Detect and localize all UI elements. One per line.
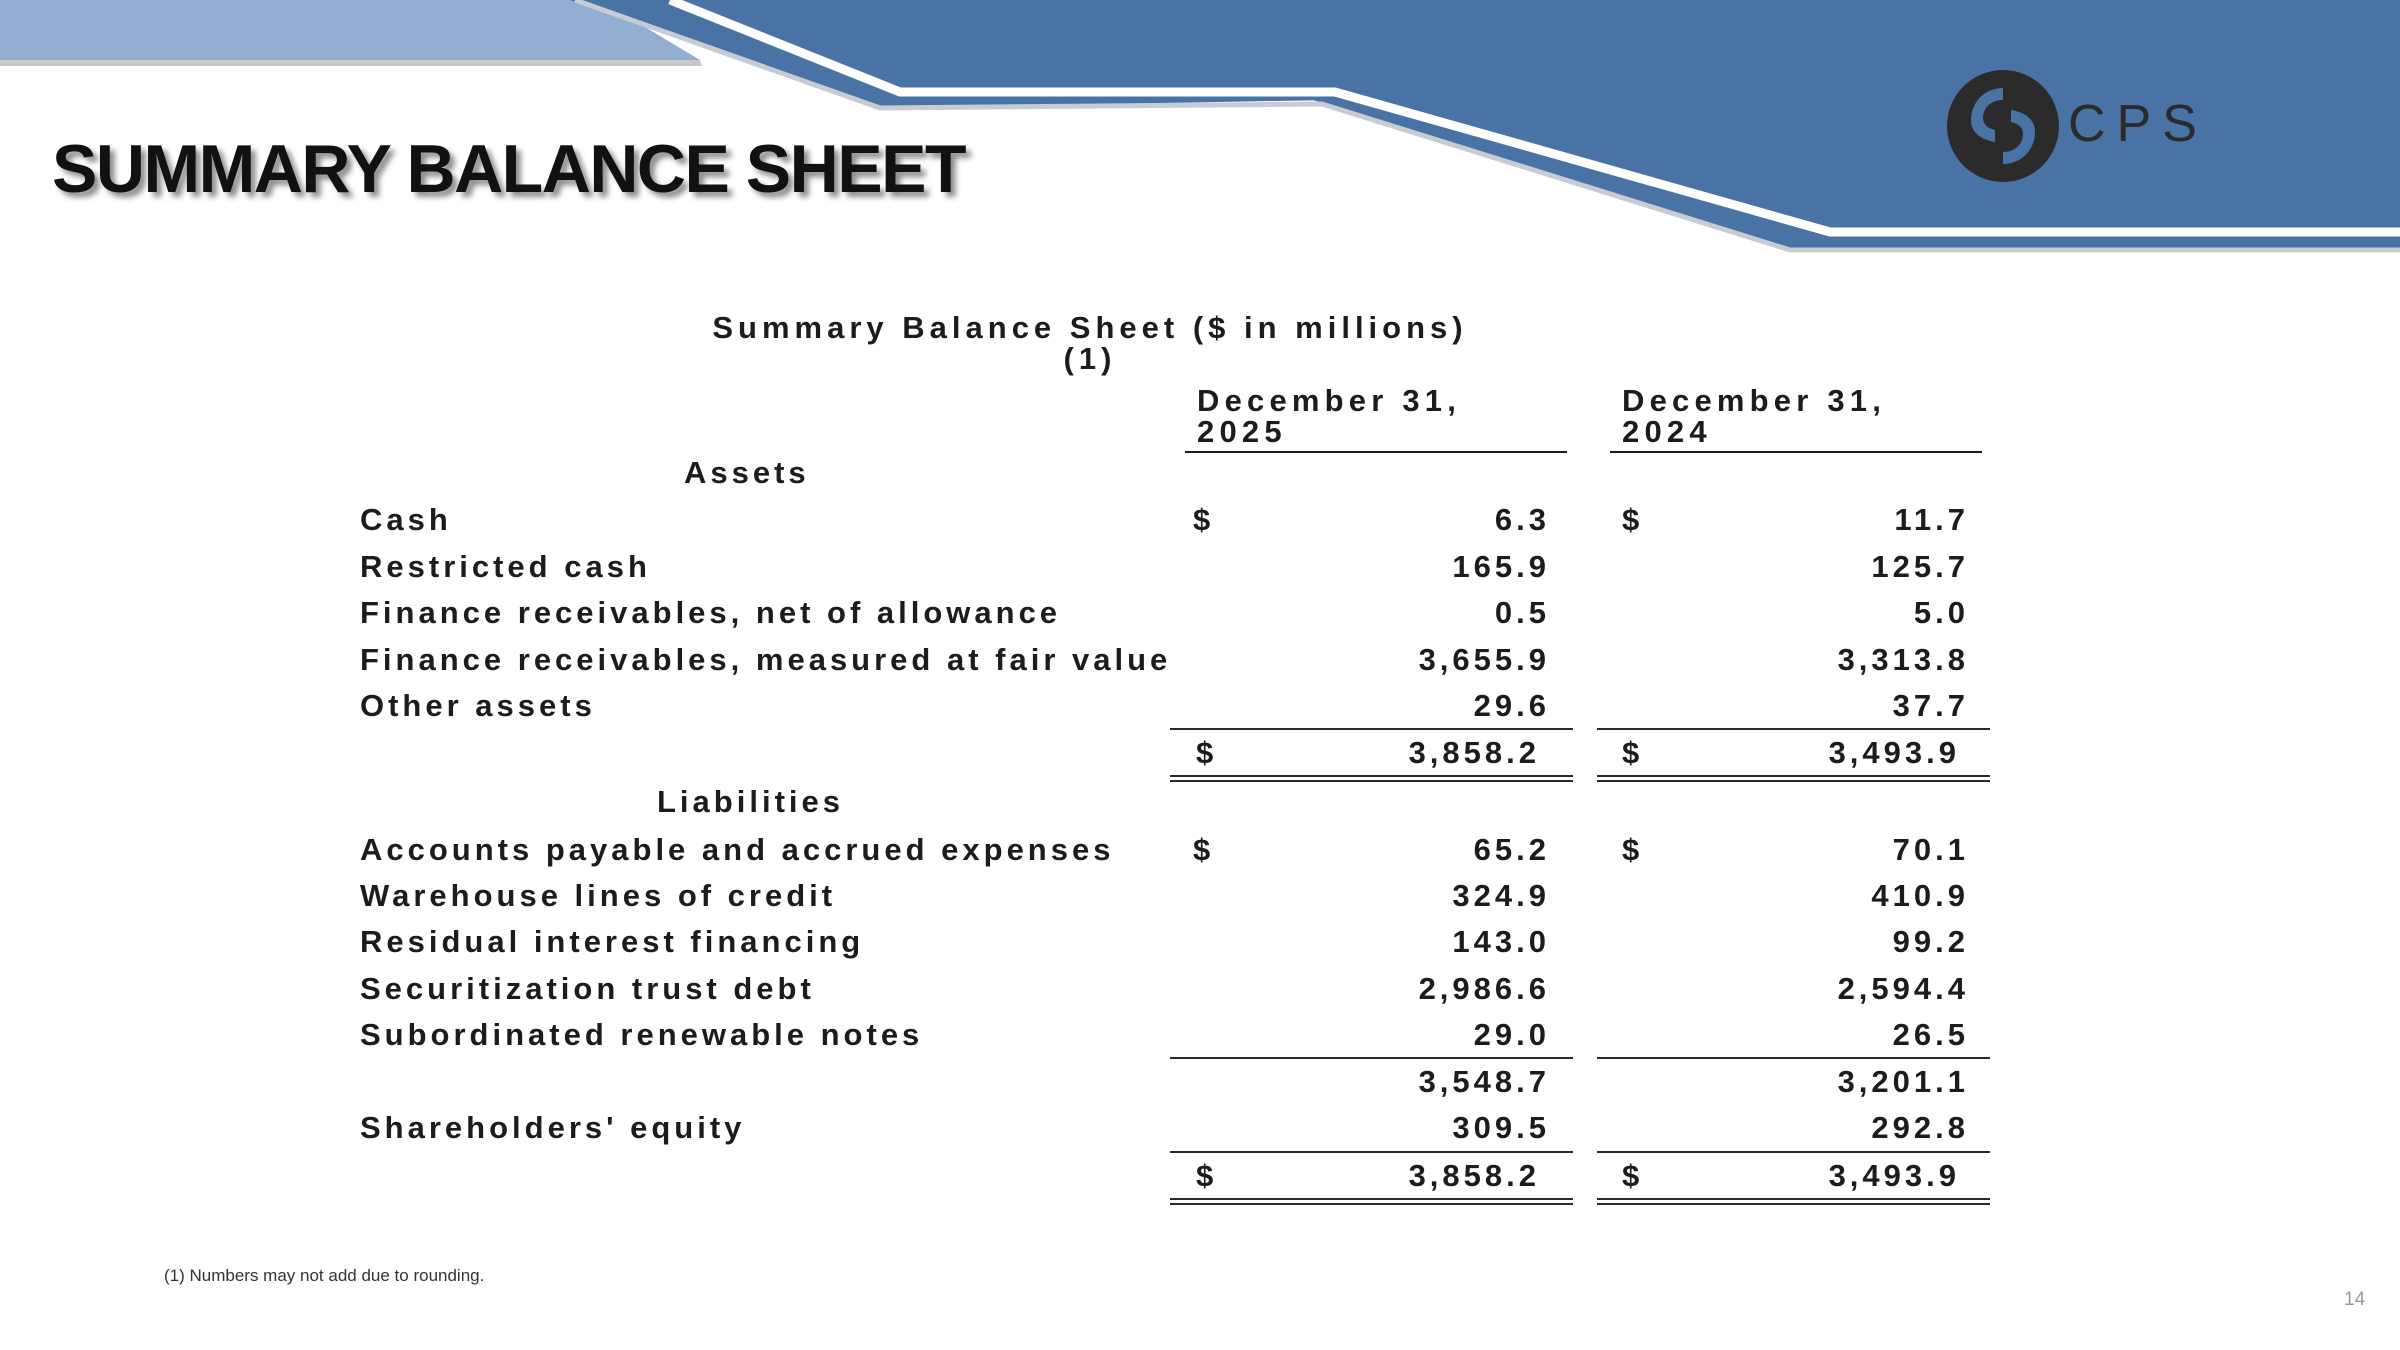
- row-label-subordinated-notes: Subordinated renewable notes: [360, 1017, 924, 1052]
- column-header-2024: December 31, 2024: [1610, 385, 1982, 453]
- value-total-assets-2024: 3,493.9: [1828, 735, 1960, 770]
- subtotal-rule: [1170, 1151, 1573, 1153]
- subtotal-rule: [1170, 1057, 1573, 1059]
- value-warehouse-lines-2025: 324.9: [1452, 878, 1550, 913]
- value-finance-receivables-fair-value-2025: 3,655.9: [1418, 642, 1550, 677]
- banner-dark-lower: [1300, 96, 2400, 248]
- banner-light-shadow: [0, 60, 702, 66]
- dollar-sign: $: [1196, 735, 1214, 770]
- value-finance-receivables-fair-value-2024: 3,313.8: [1837, 642, 1969, 677]
- dollar-sign: $: [1622, 1158, 1640, 1193]
- subtotal-rule: [1170, 728, 1573, 730]
- dollar-sign: $: [1622, 735, 1640, 770]
- dollar-sign: $: [1622, 502, 1640, 537]
- table-title: Summary Balance Sheet ($ in millions) (1): [712, 310, 1468, 376]
- subtotal-rule: [1597, 1057, 1990, 1059]
- value-finance-receivables-net-2025: 0.5: [1494, 595, 1550, 630]
- row-label-restricted-cash: Restricted cash: [360, 549, 651, 584]
- column-header-2025: December 31, 2025: [1185, 385, 1567, 453]
- row-label-securitization-debt: Securitization trust debt: [360, 971, 815, 1006]
- total-double-rule: [1170, 1198, 1573, 1205]
- value-total-liabilities-2025: 3,548.7: [1418, 1064, 1550, 1099]
- row-label-other-assets: Other assets: [360, 688, 596, 723]
- value-finance-receivables-net-2024: 5.0: [1913, 595, 1969, 630]
- value-total-liabilities-2024: 3,201.1: [1837, 1064, 1969, 1099]
- value-grand-total-2025: 3,858.2: [1408, 1158, 1540, 1193]
- dollar-sign: $: [1193, 832, 1211, 867]
- value-shareholders-equity-2024: 292.8: [1871, 1110, 1969, 1145]
- row-label-finance-receivables-fair-value: Finance receivables, measured at fair value: [360, 642, 1172, 677]
- value-subordinated-notes-2025: 29.0: [1473, 1017, 1550, 1052]
- liabilities-heading: Liabilities: [657, 784, 844, 819]
- slide-title: SUMMARY BALANCE SHEET: [52, 131, 965, 207]
- row-label-cash: Cash: [360, 502, 452, 537]
- value-restricted-cash-2024: 125.7: [1871, 549, 1969, 584]
- value-grand-total-2024: 3,493.9: [1828, 1158, 1960, 1193]
- assets-heading: Assets: [684, 455, 810, 490]
- dollar-sign: $: [1622, 832, 1640, 867]
- total-double-rule: [1170, 775, 1573, 782]
- footnote: (1) Numbers may not add due to rounding.: [164, 1266, 485, 1285]
- value-accounts-payable-2025: 65.2: [1473, 832, 1550, 867]
- row-label-accounts-payable: Accounts payable and accrued expenses: [360, 832, 1115, 867]
- dollar-sign: $: [1193, 502, 1211, 537]
- page-number: 14: [2344, 1289, 2366, 1310]
- value-total-assets-2025: 3,858.2: [1408, 735, 1540, 770]
- value-restricted-cash-2025: 165.9: [1452, 549, 1550, 584]
- value-securitization-debt-2025: 2,986.6: [1418, 971, 1550, 1006]
- row-label-warehouse-lines: Warehouse lines of credit: [360, 878, 837, 913]
- value-warehouse-lines-2024: 410.9: [1871, 878, 1969, 913]
- value-cash-2024: 11.7: [1894, 502, 1969, 537]
- value-accounts-payable-2024: 70.1: [1892, 832, 1969, 867]
- total-double-rule: [1597, 1198, 1990, 1205]
- row-label-shareholders-equity: Shareholders' equity: [360, 1110, 746, 1145]
- row-label-finance-receivables-net: Finance receivables, net of allowance: [360, 595, 1062, 630]
- total-double-rule: [1597, 775, 1990, 782]
- value-other-assets-2024: 37.7: [1892, 688, 1969, 723]
- value-subordinated-notes-2024: 26.5: [1892, 1017, 1969, 1052]
- value-other-assets-2025: 29.6: [1473, 688, 1550, 723]
- subtotal-rule: [1597, 728, 1990, 730]
- subtotal-rule: [1597, 1151, 1990, 1153]
- dollar-sign: $: [1196, 1158, 1214, 1193]
- value-shareholders-equity-2025: 309.5: [1452, 1110, 1550, 1145]
- value-residual-interest-2024: 99.2: [1892, 924, 1969, 959]
- value-residual-interest-2025: 143.0: [1452, 924, 1550, 959]
- row-label-residual-interest: Residual interest financing: [360, 924, 865, 959]
- value-securitization-debt-2024: 2,594.4: [1837, 971, 1969, 1006]
- logo-text: CPS: [2068, 95, 2208, 153]
- value-cash-2025: 6.3: [1494, 502, 1550, 537]
